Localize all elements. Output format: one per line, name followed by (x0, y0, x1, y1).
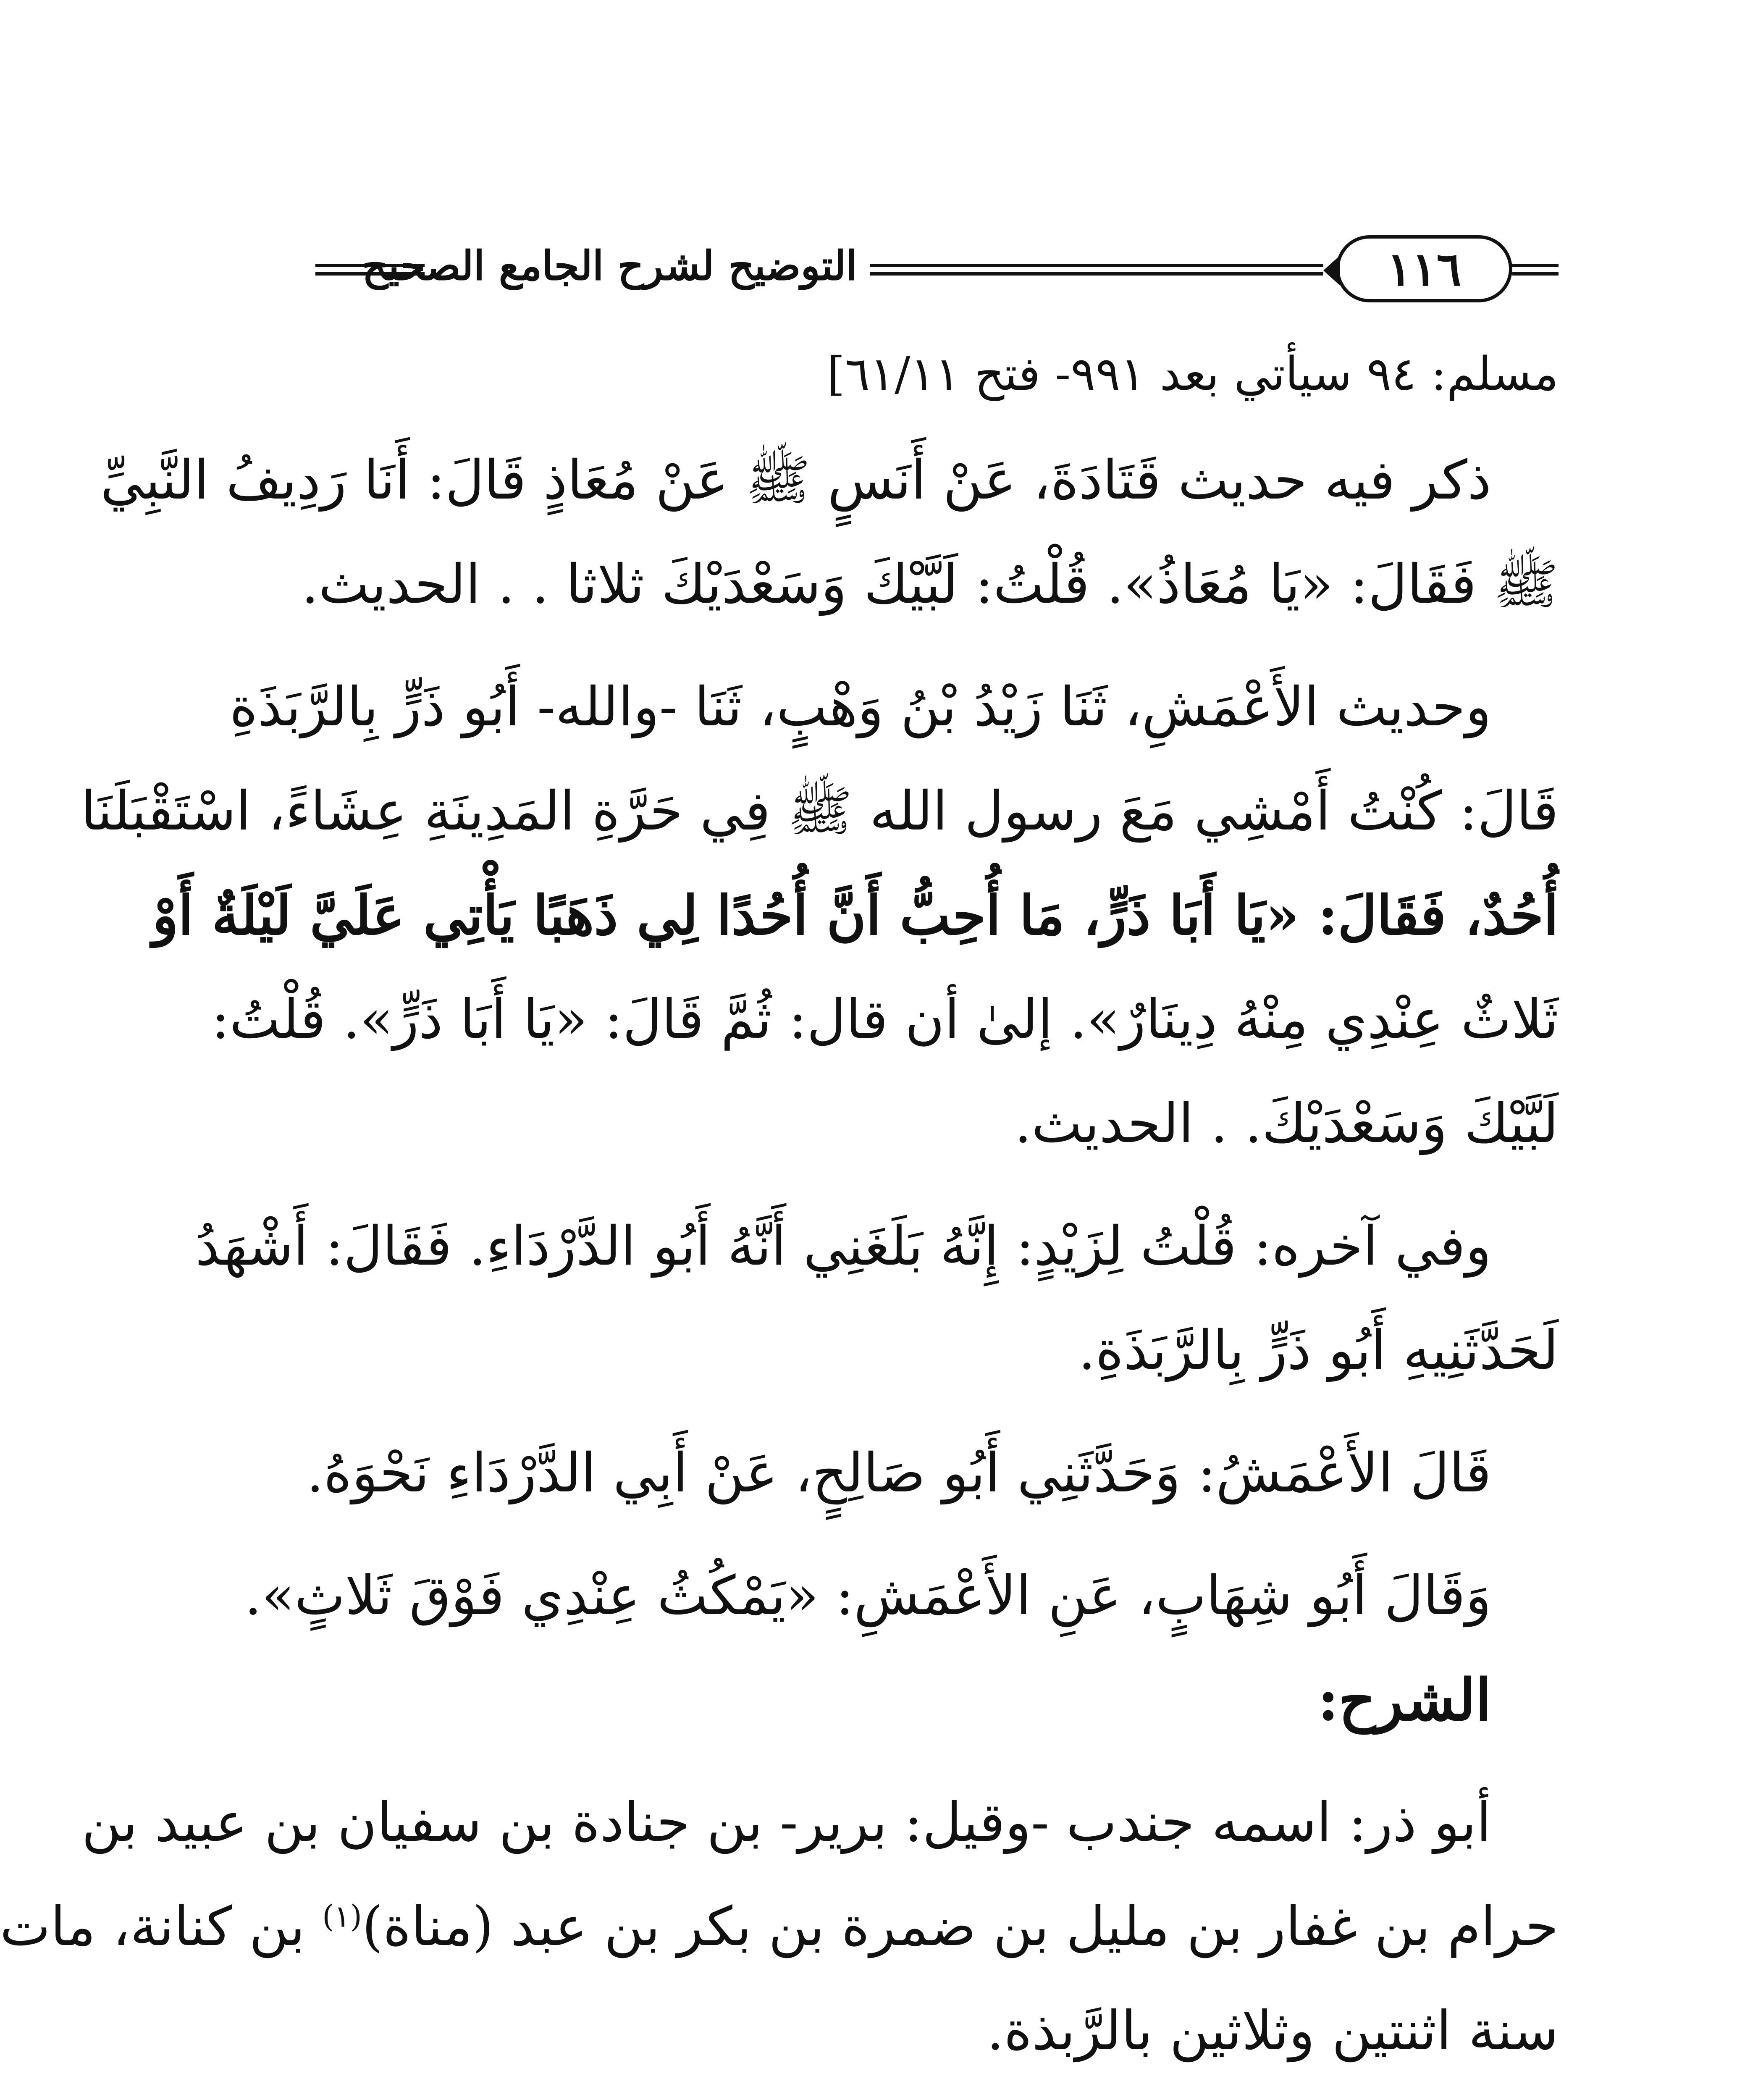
text-line: قَالَ: كُنْتُ أَمْشِي مَعَ رسول الله ﷺ فِي حَرَّةِ المَدِينَةِ عِشَاءً، اسْتَقْبَلَنَا (81, 780, 1559, 843)
text-line (0, 1875, 1559, 1979)
text-line: أبو ذر: اسمه جندب -وقيل: برير- بن جنادة بن سفيان بن عبيد بن (81, 1791, 1491, 1854)
text-line: ثَلاثٌ عِنْدِي مِنْهُ دِينَارٌ». إلىٰ أن قال: ثُمَّ قَالَ: «يَا أَبَا ذَرٍّ». قُلْتُ: (211, 988, 1559, 1051)
text-line: ﷺ فَقَالَ: «يَا مُعَاذُ». قُلْتُ: لَبَّيْكَ وَسَعْدَيْكَ ثلاثا . . الحديث. (301, 553, 1559, 616)
header-rule-right (1512, 264, 1559, 276)
header-rule-left (315, 264, 425, 276)
paragraph-2 (81, 655, 1559, 1176)
paragraph-3 (195, 1194, 1559, 1403)
header-rule-middle (870, 264, 1323, 276)
text-line: وفي آخره: قُلْتُ لِزَيْدٍ: إِنَّهُ بَلَغَنِي أَنَّهُ أَبُو الدَّرْدَاءِ. فَقَالَ: أَشْهَدُ (195, 1215, 1491, 1278)
page-body (0, 336, 1559, 2100)
paragraph-6 (0, 1771, 1559, 2083)
running-header (315, 227, 1559, 311)
text-line: لَحَدَّثَنِيهِ أَبُو ذَرٍّ بِالرَّبَذَةِ. (1078, 1319, 1559, 1382)
text-line: ذكر فيه حديث قَتَادَةَ، عَنْ أَنَسٍ ﷺ عَنْ مُعَاذٍ قَالَ: أَنَا رَدِيفُ النَّبِيِّ (100, 449, 1491, 512)
text-line: سنة اثنتين وثلاثين بالرَّبذة. (987, 2000, 1559, 2062)
book-title: التوضيح لشرح الجامع الصحيح (362, 242, 857, 289)
text-line: لَبَّيْكَ وَسَعْدَيْكَ. . الحديث. (1014, 1092, 1559, 1155)
text-run: حرام بن غفار بن مليل بن ضمرة بن بكر بن عبد (مناة) (362, 1895, 1559, 1958)
section-heading: الشرح: (1317, 1667, 1491, 1734)
text-line: أُحُدٌ، فَقَالَ: «يَا أَبَا ذَرٍّ، مَا أُحِبُّ أَنَّ أُحُدًا لِي ذَهَبًا يَأْتِي عَلَيَّ لَيْلَةٌ أَوْ (152, 884, 1559, 947)
text-run: بن كنانة، مات (0, 1895, 323, 1958)
text-line: وحديث الأَعْمَشِ، ثَنَا زَيْدُ بْنُ وَهْبٍ، ثَنَا -والله- أَبُو ذَرٍّ بِالرَّبَذَةِ (229, 676, 1491, 738)
footnote-marker: (١) (322, 1898, 362, 1934)
paragraph-1 (100, 428, 1559, 637)
page-number: ١١٦ (1336, 235, 1512, 302)
paragraph-5: وَقَالَ أَبُو شِهَابٍ، عَنِ الأَعْمَشِ: «يَمْكُثُ عِنْدِي فَوْقَ ثَلاثٍ». (244, 1564, 1491, 1627)
reference-line: مسلم: ٩٤ سيأتي بعد ٩٩١- فتح ٦١/١١] (827, 347, 1559, 401)
paragraph-4: قَالَ الأَعْمَشُ: وَحَدَّثَنِي أَبُو صَالِحٍ، عَنْ أَبِي الدَّرْدَاءِ نَحْوَهُ. (306, 1442, 1491, 1504)
